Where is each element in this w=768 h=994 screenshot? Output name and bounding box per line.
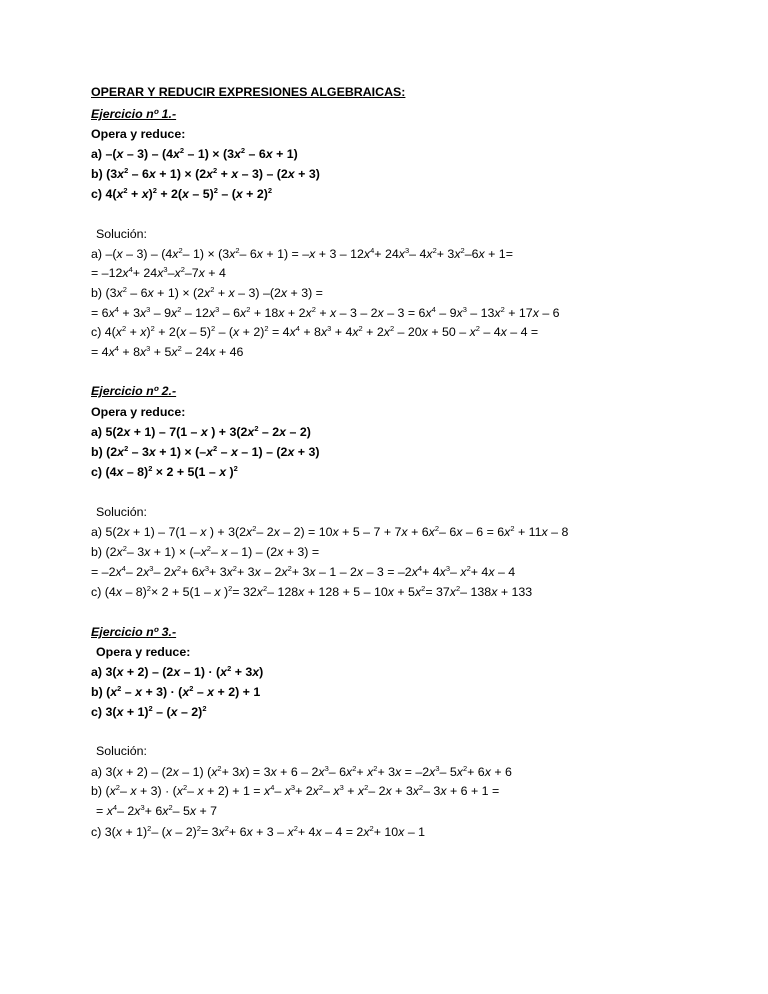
exercise-3-solution-line: b) ($x^2-$ $x + 3) \cdot (x^2-$ $x + 2) + 1 = x^4-$ $x^3+ 2x^2-$ $x^3 + x^2-$ $2x + 3x^2-$ 3x + 6 + 1 = [91, 783, 500, 798]
exercise-1-solution-line: b) $(3x^2 - 6x + 1) \times (2x^2 + x - 3) -(2x + 3)$ = [91, 285, 323, 300]
exercise-3-solution-line: c) $3(x + 1)^2-$ $(x - 2)^2= 3x^2+ 6x + 3 - x^2+ 4x - 4 = 2x^2+ 10x - 1$ [91, 824, 426, 839]
exercise-1-solution-line: = $-12x^4+ 24x^3-x^2-7x + 4$ [91, 265, 226, 280]
exercise-2-solution-line: a) 5(2x + 1) – 7(1 – x ) + $3(2x^2-$ $2x - 2) = 10x + 5 - 7 + 7x + 6x^2-$ $6x - 6 = 6x^2 + 11x - 8$ [91, 524, 569, 539]
exercise-1-instruction: Opera y reduce: [91, 127, 186, 141]
exercise-2-item-a: a) 5(2x + 1) – 7(1 – x ) + $3(2x^2 - 2x - 2)$ [91, 424, 311, 439]
exercise-1-item-b: b) $(3x^2 - 6x + 1) \times (2x^2 + x - 3) - (2x + 3)$ [91, 166, 320, 181]
exercise-1-item-c: c) $4(x^2 + x)^2 + 2(x - 5)^2 - (x + 2)^2$ [91, 186, 273, 201]
exercise-3-item-c: c) $3(x + 1)^2 - (x - 2)^2$ [91, 704, 207, 719]
exercise-3-item-a: a) $3(x + 2) - (2x - 1) \cdot (x^2 + 3x)$ [91, 664, 264, 679]
exercise-3-title: Ejercicio nº 3.- [91, 625, 177, 639]
exercise-1-solution-line: = $4x^4 + 8x^3 + 5x^2 - 24x + 46$ [91, 344, 244, 359]
exercise-1-title: Ejercicio nº 1.- [91, 107, 177, 121]
exercise-3-solution-label: Solución: [96, 744, 147, 758]
exercise-2-solution-line: b) ($2x^2-$ $3x + 1) \times (-x^2-$ x – 1) – (2x + 3) = [91, 544, 320, 559]
exercise-2-solution-line: c) (4x – 8)$^2$× 2 + 5(1 – x )$^2= 32x^2-$ $128x + 128 + 5 - 10x + 5x^2= 37x^2-$ 138x + 133 [91, 584, 533, 599]
exercise-2-item-c: c) (4x – 8)$^2$ × 2 + 5(1 – x )$^2$ [91, 464, 238, 479]
exercise-1-solution-line: c) $4(x^2 + x)^2 + 2(x - 5)^2 - (x + 2)^2 = 4x^4 + 8x^3 + 4x^2 + 2x^2 - 20x + 50 - x^2 - 4x - 4$ = [91, 324, 539, 339]
exercise-3-solution-line: a) 3(x + 2) – (2x – 1) $(x^2+ 3x) = 3x + 6 - 2x^3-$ $6x^2+ x^2+ 3x = -2x^3-$ $5x^2+ 6x + 6$ [91, 764, 512, 779]
exercise-1-solution-line: a) $-(x - 3) - (4x^2-$ $1) \times (3x^2-$ $6x + 1) = -x + 3 - 12x^4+ 24x^3-$ $4x^2+ 3x^2-6x + 1=$ [91, 246, 513, 261]
page-heading: OPERAR Y REDUCIR EXPRESIONES ALGEBRAICAS: [91, 85, 406, 99]
exercise-1-item-a: a) $-(x - 3) - (4x^2 - 1) \times (3x^2 - 6x + 1)$ [91, 146, 298, 161]
exercise-2-solution-line: = $-2x^4-$ $2x^3-$ $2x^2+ 6x^3+ 3x^2+ 3x - 2x^2+ 3x - 1 - 2x - 3 = -2x^4+ 4x^3-$ $x^2+ 4x - 4$ [91, 564, 516, 579]
exercise-1-solution-label: Solución: [96, 227, 147, 241]
exercise-2-instruction: Opera y reduce: [91, 405, 186, 419]
exercise-2-title: Ejercicio nº 2.- [91, 384, 177, 398]
exercise-3-instruction: Opera y reduce: [96, 645, 191, 659]
exercise-2-solution-label: Solución: [96, 505, 147, 519]
exercise-3-item-b: b) $(x^2 - x + 3) \cdot (x^2 - x + 2) + 1$ [91, 684, 261, 699]
exercise-3-solution-line: = $x^4-$ $2x^3+ 6x^2-$ 5x + 7 [96, 803, 218, 818]
exercise-1-solution-line: = $6x^4 + 3x^3 - 9x^2 - 12x^3 - 6x^2 + 18x + 2x^2 + x - 3 - 2x - 3 = 6x^4 - 9x^3 - 13x^2 + 17x - 6$ [91, 305, 560, 320]
exercise-2-item-b: b) $(2x^2 - 3x + 1) \times (-x^2 - x - 1) - (2x + 3)$ [91, 444, 320, 459]
